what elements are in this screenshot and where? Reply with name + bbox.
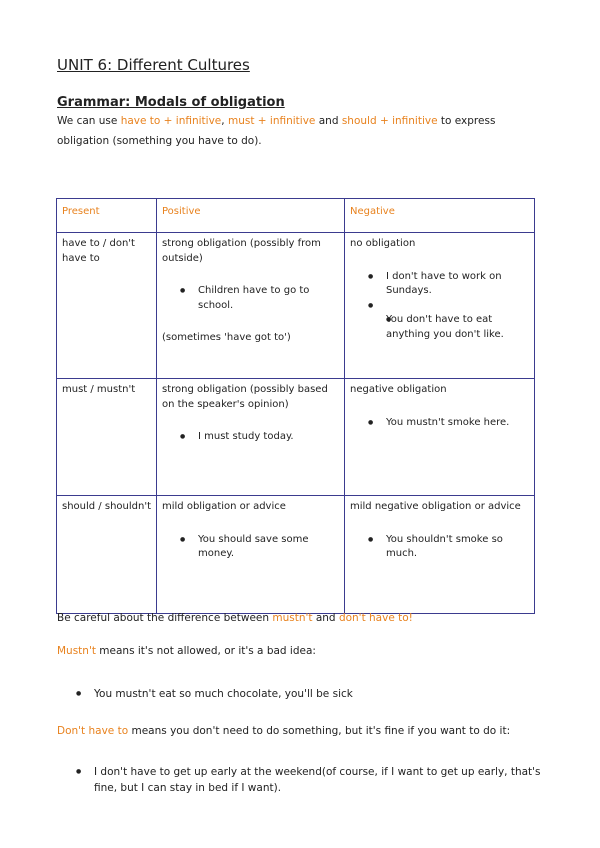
grammar-subtitle: Grammar: Modals of obligation	[57, 95, 285, 110]
careful-line	[57, 612, 413, 624]
dont-have-to-example: ● I don't have to get up early at the weekend(of course, if I want to get up early, that's fine, but I can stay in bed if I want).	[76, 764, 564, 796]
list-item: ● Children have to go to school.	[180, 284, 339, 313]
dont-have-to-term: Don't have to	[57, 725, 129, 737]
intro-text-3: and	[315, 115, 342, 127]
intro-highlight-have-to: have to + infinitive	[120, 115, 222, 127]
intro-text-1: We can use	[57, 115, 121, 127]
table-row-must	[57, 379, 535, 496]
list-item: ● You mustn't smoke here.	[368, 416, 529, 431]
cell-present: must / mustn't	[57, 379, 157, 496]
page-title: UNIT 6: Different Cultures	[57, 56, 250, 74]
cell-present: have to / don't have to	[57, 233, 157, 379]
positive-description: mild obligation or advice	[162, 501, 286, 512]
list-item: ● You shouldn't smoke so much.	[368, 533, 529, 562]
careful-text-1: Be careful about the difference between	[57, 612, 273, 624]
list-item: ● I don't have to work on Sundays.	[368, 270, 529, 299]
careful-text-3: !	[408, 612, 413, 624]
intro-text-4: to express obligation (something you have to do).	[57, 115, 496, 147]
list-item	[368, 299, 529, 314]
positive-note: (sometimes 'have got to')	[162, 332, 291, 343]
careful-highlight-mustnt: mustn't	[272, 612, 313, 624]
careful-highlight-dont-have-to: don't have to	[338, 612, 409, 624]
positive-description: strong obligation (possibly based on the speaker's opinion)	[162, 384, 328, 410]
cell-negative	[345, 233, 535, 379]
intro-highlight-should: should + infinitive	[341, 115, 438, 127]
intro-text-2: ,	[221, 115, 228, 127]
cell-positive	[157, 496, 345, 614]
cell-negative	[345, 496, 535, 614]
mustnt-definition	[57, 645, 316, 657]
mustnt-term: Mustn't	[57, 645, 96, 657]
mustnt-example: ● You mustn't eat so much chocolate, you'll be sick	[76, 686, 564, 702]
intro-highlight-must: must + infinitive	[227, 115, 316, 127]
cell-positive	[157, 233, 345, 379]
cell-positive	[157, 379, 345, 496]
careful-text-2: and	[312, 612, 339, 624]
modals-table	[56, 198, 535, 614]
header-negative: Negative	[345, 199, 535, 233]
table-row-should	[57, 496, 535, 614]
dont-have-to-definition	[57, 725, 510, 737]
negative-description: mild negative obligation or advice	[350, 501, 521, 512]
negative-description: negative obligation	[350, 384, 447, 395]
header-positive: Positive	[157, 199, 345, 233]
list-item: ● I must study today.	[180, 430, 339, 445]
cell-negative	[345, 379, 535, 496]
list-item: ● You should save some money.	[180, 533, 339, 562]
intro-paragraph	[57, 111, 547, 151]
positive-description: strong obligation (possibly from outside)	[162, 238, 321, 264]
table-row-have-to	[57, 233, 535, 379]
mustnt-meaning: means it's not allowed, or it's a bad idea:	[95, 645, 316, 657]
list-item: ● You don't have to eat anything you don't like.	[386, 313, 529, 342]
cell-present: should / shouldn't	[57, 496, 157, 614]
dont-have-to-meaning: means you don't need to do something, but it's fine if you want to do it:	[128, 725, 511, 737]
header-present: Present	[57, 199, 157, 233]
table-header-row	[57, 199, 535, 233]
negative-description: no obligation	[350, 238, 416, 249]
